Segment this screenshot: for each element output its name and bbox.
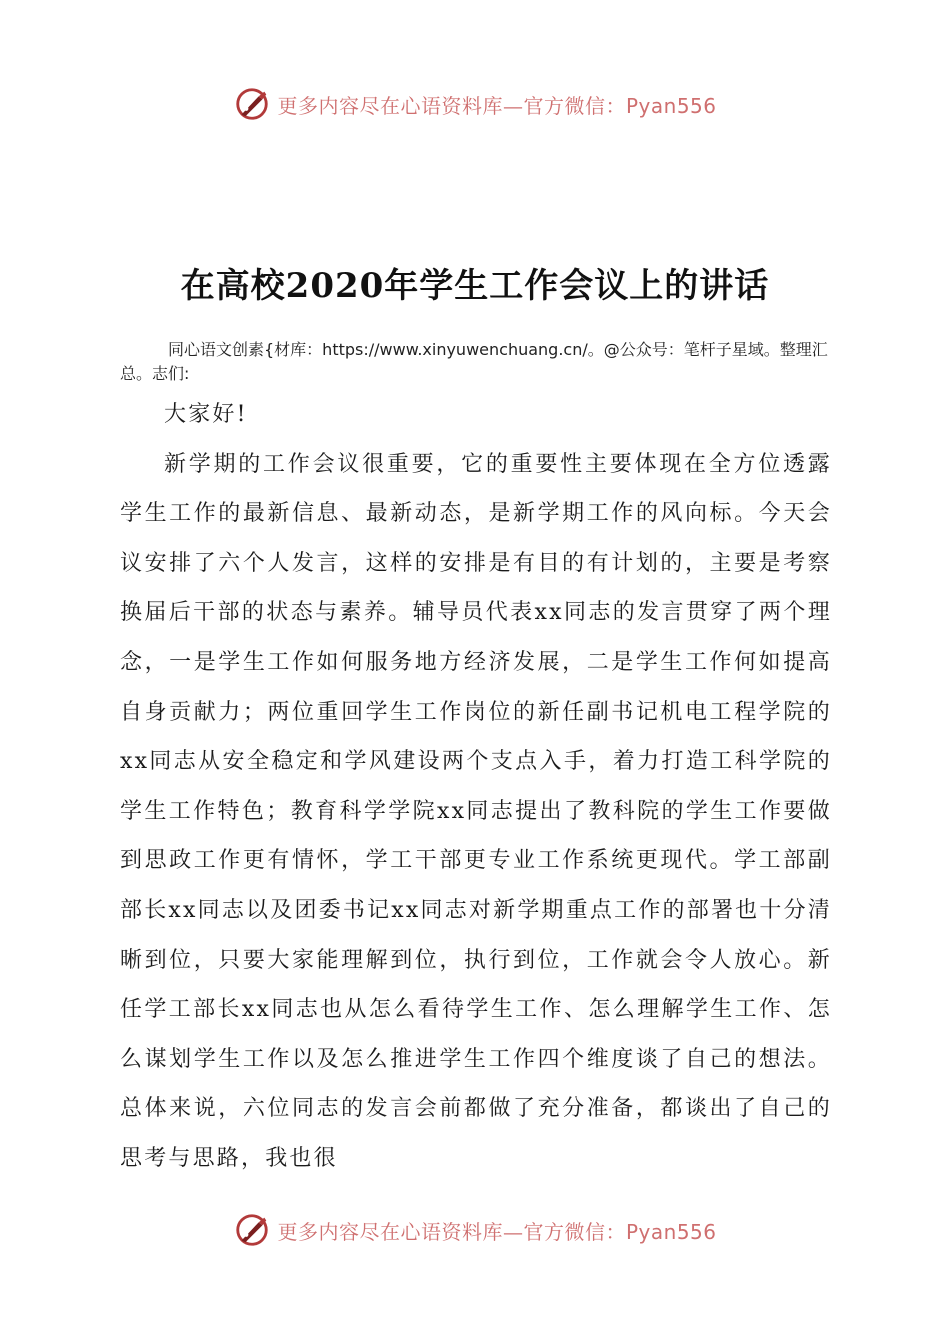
watermark-text: 更多内容尽在心语资料库—官方微信：Pyan556 [277, 1219, 717, 1244]
pen-nib-circle-icon [233, 85, 271, 123]
document-title: 在高校2020年学生工作会议上的讲话 [180, 266, 770, 306]
watermark-header [0, 80, 950, 128]
document-body [120, 390, 832, 1184]
watermark-wechat-id: Pyan556 [625, 1219, 717, 1244]
watermark-footer [0, 1206, 950, 1254]
source-note: 同心语文创素{材库：https://www.xinyuwenchuang.cn/。@公众号：笔杆子星域。整理汇总。志们: [120, 340, 828, 383]
greeting-paragraph: 大家好! [164, 402, 248, 427]
body-paragraph: 新学期的工作会议很重要，它的重要性主要体现在全方位透露学生工作的最新信息、最新动态，是新学期工作的风向标。今天会议安排了六个人发言，这样的安排是有目的有计划的，主要是考察换届后干部的状态与素养。辅导员代表xx同志的发言贯穿了两个理念，一是学生工作如何服务地方经济发展，二是学生工作何如提高自身贡献力；两位重回学生工作岗位的新任副书记机电工程学院的xx同志从安全稳定和学风建设两个支点入手，着力打造工科学院的学生工作特色；教育科学学院xx同志提出了教科院的学生工作要做到思政工作更有情怀，学工干部更专业工作系统更现代。学工部副部长xx同志以及团委书记xx同志对新学期重点工作的部署也十分清晰到位，只要大家能理解到位，执行到位，工作就会令人放心。新任学工部长xx同志也从怎么看待学生工作、怎么理解学生工作、怎么谋划学生工作以及怎么推进学生工作四个维度谈了自己的想法。总体来说，六位同志的发言会前都做了充分准备，都谈出了自己的思考与思路，我也很 [120, 451, 832, 1171]
watermark-text: 更多内容尽在心语资料库—官方微信：Pyan556 [277, 93, 717, 118]
pen-nib-circle-icon [233, 1211, 271, 1249]
watermark-wechat-id: Pyan556 [625, 93, 717, 118]
